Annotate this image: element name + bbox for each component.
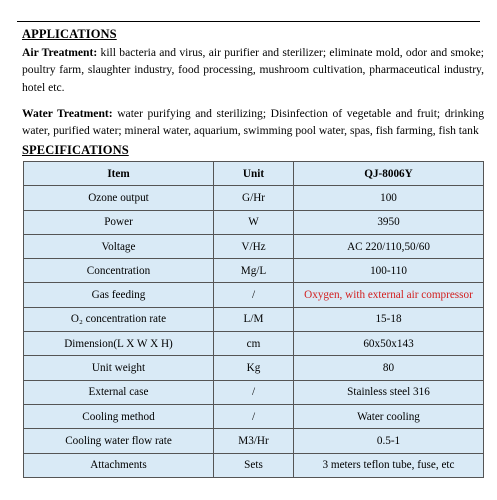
item-cell: Concentration: [24, 259, 214, 283]
unit-cell: Kg: [214, 356, 294, 380]
air-treatment-paragraph: [22, 44, 484, 96]
value-cell: Stainless steel 316: [294, 380, 484, 404]
table-row: [24, 283, 484, 307]
water-treatment-paragraph: [22, 105, 484, 140]
table-row: [24, 332, 484, 356]
unit-cell: M3/Hr: [214, 429, 294, 453]
table-row: [24, 356, 484, 380]
column-header-model: QJ-8006Y: [294, 162, 484, 186]
item-cell: Voltage: [24, 234, 214, 258]
value-cell: 100-110: [294, 259, 484, 283]
table-row: [24, 307, 484, 331]
table-row: [24, 453, 484, 477]
unit-cell: cm: [214, 332, 294, 356]
value-cell: Water cooling: [294, 404, 484, 428]
table-row: [24, 404, 484, 428]
air-treatment-text: kill bacteria and virus, air purifier and sterilizer; eliminate mold, odor and smoke; poultry farm, slaughter industry, food processing, mushroom cultivation, pharmaceutical industry, hotel etc.: [22, 46, 485, 94]
air-treatment-label: Air Treatment:: [22, 46, 98, 59]
table-header-row: [24, 162, 484, 186]
water-treatment-label: Water Treatment:: [22, 107, 113, 120]
item-cell: Power: [24, 210, 214, 234]
specifications-heading: SPECIFICATIONS: [22, 143, 129, 157]
column-header-item: Item: [24, 162, 214, 186]
table-row: [24, 259, 484, 283]
column-header-unit: Unit: [214, 162, 294, 186]
water-treatment-text: water purifying and sterilizing; Disinfection of vegetable and fruit; drinking water, purified water; mineral water, aquarium, swimming pool water, spas, fish farming, fish tank: [22, 107, 484, 138]
unit-cell: Sets: [214, 453, 294, 477]
value-cell: 15-18: [294, 307, 484, 331]
value-cell: 80: [294, 356, 484, 380]
value-cell: 3 meters teflon tube, fuse, etc: [294, 453, 484, 477]
unit-cell: /: [214, 380, 294, 404]
unit-cell: G/Hr: [214, 186, 294, 210]
specifications-table: [23, 161, 484, 478]
value-cell: 0.5-1: [294, 429, 484, 453]
unit-cell: W: [214, 210, 294, 234]
item-cell: Ozone output: [24, 186, 214, 210]
unit-cell: V/Hz: [214, 234, 294, 258]
value-cell: AC 220/110,50/60: [294, 234, 484, 258]
item-cell: O₂ concentration rate: [24, 307, 214, 331]
value-cell-highlighted: Oxygen, with external air compressor: [294, 283, 484, 307]
table-row: [24, 210, 484, 234]
unit-cell: L/M: [214, 307, 294, 331]
item-cell: External case: [24, 380, 214, 404]
top-divider: [17, 21, 480, 22]
unit-cell: /: [214, 283, 294, 307]
item-cell: Gas feeding: [24, 283, 214, 307]
table-row: [24, 234, 484, 258]
item-cell: Attachments: [24, 453, 214, 477]
item-cell: Cooling water flow rate: [24, 429, 214, 453]
unit-cell: /: [214, 404, 294, 428]
value-cell: 100: [294, 186, 484, 210]
value-cell: 60x50x143: [294, 332, 484, 356]
value-cell: 3950: [294, 210, 484, 234]
table-row: [24, 429, 484, 453]
item-cell: Cooling method: [24, 404, 214, 428]
unit-cell: Mg/L: [214, 259, 294, 283]
table-row: [24, 380, 484, 404]
item-cell: Unit weight: [24, 356, 214, 380]
applications-heading: APPLICATIONS: [22, 27, 117, 41]
table-row: [24, 186, 484, 210]
item-cell: Dimension(L X W X H): [24, 332, 214, 356]
